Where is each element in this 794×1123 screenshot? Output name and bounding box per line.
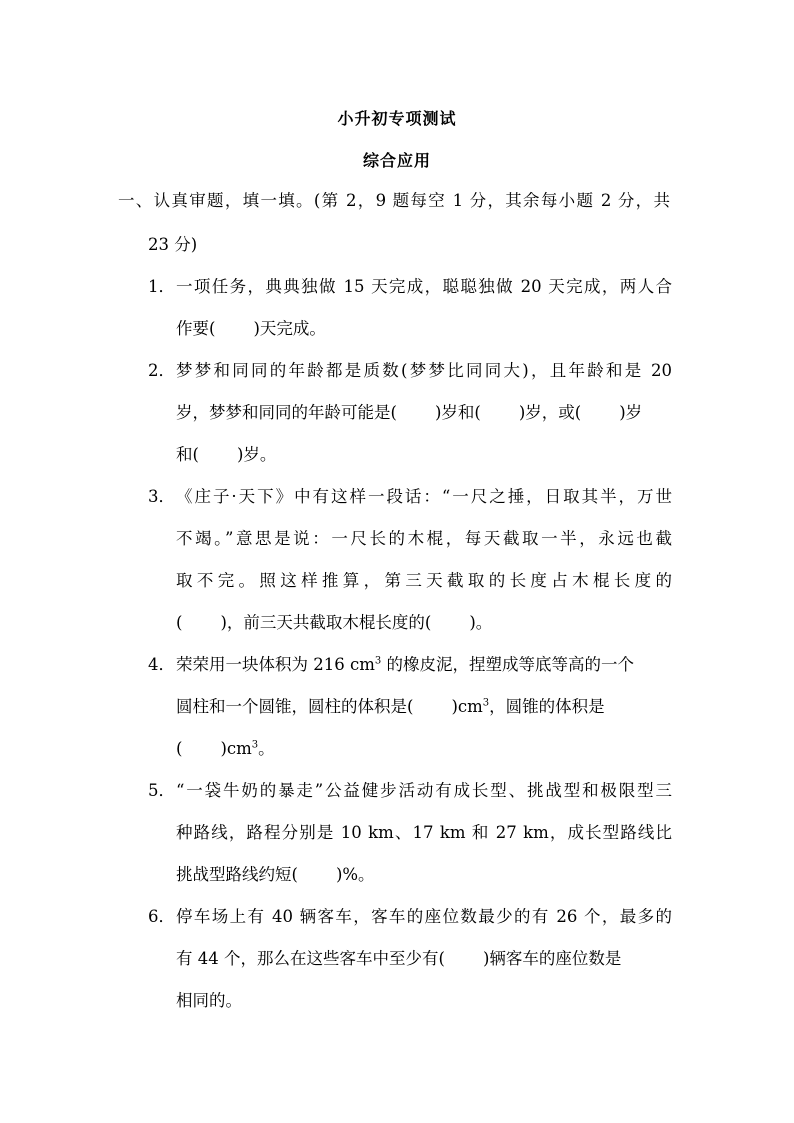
section-heading: 一、认真审题，填一填。(第 2，9 题每空 1 分，其余每小题 2 分，共 xyxy=(118,191,670,210)
question-2-line-3: 和( )岁。 xyxy=(176,445,277,464)
question-6-line-2: 有 44 个，那么在这些客车中至少有( )辆客车的座位数是 xyxy=(176,949,622,968)
question-3-number: 3． xyxy=(148,487,175,506)
page-title: 小升初专项测试 xyxy=(337,109,457,128)
question-6-line-3: 相同的。 xyxy=(176,991,242,1010)
question-4-line-2: 圆柱和一个圆锥，圆柱的体积是( )$cm^3$，圆锥的体积是 xyxy=(176,697,605,716)
question-4-line-3: ( )$cm^3$。 xyxy=(176,739,275,758)
section-heading-continued: 23 分) xyxy=(148,235,198,254)
question-5-line-1: “一袋牛奶的暴走”公益健步活动有成长型、挑战型和极限型三 xyxy=(176,781,672,800)
question-2-number: 2． xyxy=(148,361,175,380)
question-4-line-1: 荣荣用一块体积为 216 $cm^3$ 的橡皮泥，捏塑成等底等高的一个 xyxy=(176,655,634,674)
question-4-number: 4． xyxy=(148,655,175,674)
question-5-number: 5． xyxy=(148,781,175,800)
question-2-line-1: 梦梦和同同的年龄都是质数(梦梦比同同大)，且年龄和是 20 xyxy=(176,361,672,380)
question-1-line-2: 作要( )天完成。 xyxy=(176,319,326,338)
question-1-line-1: 一项任务，典典独做 15 天完成，聪聪独做 20 天完成，两人合 xyxy=(176,277,672,296)
question-5-line-3: 挑战型路线约短( )%。 xyxy=(176,865,375,884)
question-3-line-2: 不竭。”意思是说：一尺长的木棍，每天截取一半，永远也截 xyxy=(176,529,672,548)
question-6-line-1: 停车场上有 40 辆客车，客车的座位数最少的有 26 个，最多的 xyxy=(176,907,672,926)
question-3-line-1: 《庄子·天下》中有这样一段话：“一尺之捶，日取其半，万世 xyxy=(176,487,672,506)
question-1-number: 1． xyxy=(148,277,175,296)
question-3-line-4: ( )，前三天共截取木棍长度的( )。 xyxy=(176,613,493,632)
page-subtitle: 综合应用 xyxy=(362,151,431,170)
question-5-line-2: 种路线，路程分别是 10 km、17 km 和 27 km，成长型路线比 xyxy=(176,823,672,842)
question-6-number: 6． xyxy=(148,907,175,926)
question-3-line-3: 取不完。照这样推算，第三天截取的长度占木棍长度的 xyxy=(176,571,672,590)
question-2-line-2: 岁，梦梦和同同的年龄可能是( )岁和( )岁，或( )岁 xyxy=(176,403,643,422)
